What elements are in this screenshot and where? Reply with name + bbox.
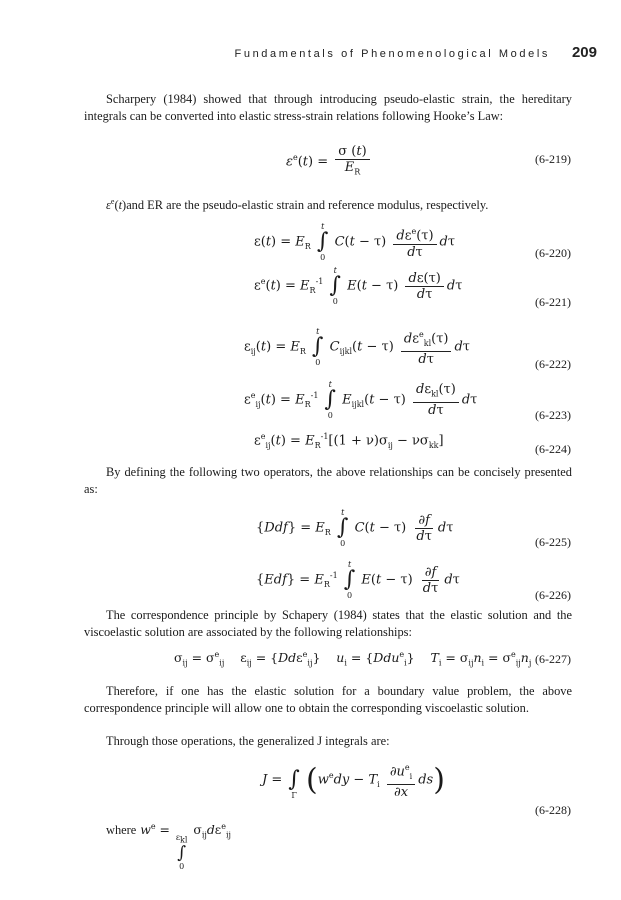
equation-6-224: $\varepsilon^e_{ij}(t) = E_R^{-1}[(1 + \nu)\sigma_{ij} - \nu\sigma_{kk}]$ xyxy=(254,432,444,450)
paragraph-2: $\varepsilon^e(t)and$ ER are the pseudo-elastic strain and reference modulus, respectively. xyxy=(106,197,489,213)
paragraph-4: The correspondence principle by Schapery (1984) states that the elastic solution and the viscoelastic solution are associated by the following relationships: xyxy=(84,608,572,639)
equation-number-6-221: (6-221) xyxy=(535,295,571,309)
where-clause: where $w^e$ = $\varepsilon_{kl}$ ∫ 0 $\sigma_{ij}d\varepsilon^e_{ij}$ xyxy=(106,822,231,871)
paragraph-6: Through those operations, the generalized J integrals are: xyxy=(106,734,390,748)
paragraph-5: Therefore, if one has the elastic solution for a boundary value problem, the above correspondence principle will allow one to obtain the corresponding viscoelastic solution. xyxy=(84,684,572,715)
equation-number-6-226: (6-226) xyxy=(535,588,571,602)
equation-6-226: $\{Edf\} = E_R^{-1}$ t ∫ 0 E(t − τ) $\frac{\partial f}{d\tau}$ dτ xyxy=(256,560,460,600)
equation-number-6-227: (6-227) xyxy=(535,652,571,666)
equation-number-6-219: (6-219) xyxy=(535,152,571,166)
equation-6-219: $\varepsilon^e(t)$ = $\frac{\sigma (t)}{E_R}$ xyxy=(286,144,373,180)
equation-number-6-220: (6-220) xyxy=(535,246,571,260)
equation-number-6-222: (6-222) xyxy=(535,357,571,371)
equation-number-6-225: (6-225) xyxy=(535,535,571,549)
equation-number-6-223: (6-223) xyxy=(535,408,571,422)
paragraph-3: By defining the following two operators, the above relationships can be concisely presented as: xyxy=(84,465,572,496)
equation-number-6-224: (6-224) xyxy=(535,442,571,456)
page-header xyxy=(235,44,597,61)
equation-number-6-228: (6-228) xyxy=(535,803,571,817)
equation-6-223: $\varepsilon^e_{ij}(t) = E_R^{-1}$ t ∫ 0 $E_{ijkl}(t - \tau)$ $\frac{d\varepsilon_{kl}(\tau)}{d\tau}$ dτ xyxy=(244,380,478,420)
paragraph-2-text: and ER are the pseudo-elastic strain and reference modulus, respectively. xyxy=(126,198,489,213)
where-label: where xyxy=(106,823,137,838)
equation-6-222: $\varepsilon_{ij}(t) = E_R$ t ∫ 0 $C_{ijkl}(t - \tau)$ $\frac{d\varepsilon^e_{kl}(\tau)}{d\tau}$ dτ xyxy=(244,327,470,367)
equation-6-225: $\{Ddf\} = E_R$ t ∫ 0 C(t − τ) $\frac{\partial f}{d\tau}$ dτ xyxy=(256,508,454,548)
equation-6-228: J = ∫ Γ ($w^edy - T_i$ $\frac{\partial u^e_i}{\partial x}$ ds) xyxy=(262,760,445,800)
running-head: Fundamentals of Phenomenological Models xyxy=(234,48,550,60)
paragraph-1: Scharpery (1984) showed that through introducing pseudo-elastic strain, the hereditary integrals can be converted into elastic stress-strain relations following Hooke’s Law: xyxy=(84,92,572,123)
equation-6-221: $\varepsilon^e(t) = E_R^{-1}$ t ∫ 0 E(t − τ) $\frac{d\varepsilon(\tau)}{d\tau}$ dτ xyxy=(254,266,463,306)
equation-6-220: $\varepsilon(t) = E_R$ t ∫ 0 C(t − τ) $\frac{d\varepsilon^e(\tau)}{d\tau}$ dτ xyxy=(254,222,456,262)
page-number: 209 xyxy=(571,44,597,61)
equation-6-227: $\sigma_{ij} = \sigma^e_{ij}$ $\varepsilon_{ij} = \{Dd\varepsilon^e_{ij}\}$ $u_i = \{Ddu^e_i\}$ $T_i = \sigma_{ij}n_i = \sigma^e_{ij}n_j$ xyxy=(174,650,532,668)
